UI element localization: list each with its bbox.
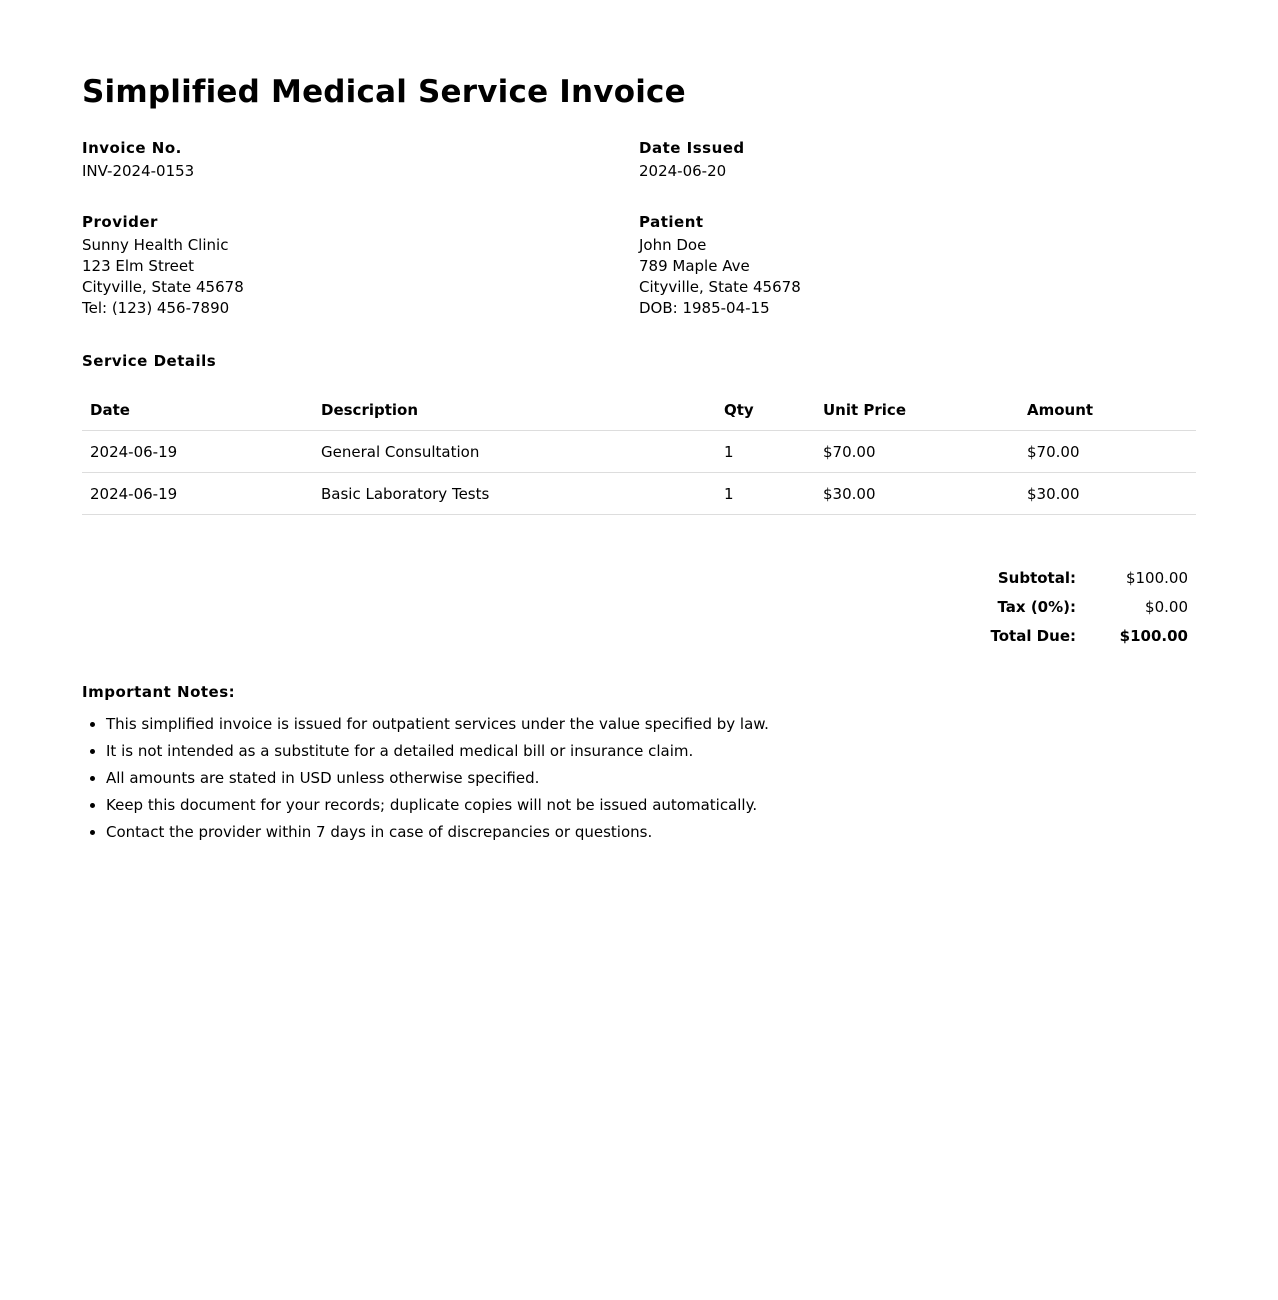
column-header-amount: Amount	[1019, 389, 1196, 431]
service-details-label: Service Details	[82, 352, 217, 370]
column-header-qty: Qty	[716, 389, 815, 431]
table-row	[82, 473, 1196, 515]
notes-list	[82, 714, 1196, 842]
total-due-value: $100.00	[1119, 626, 1188, 645]
invoice-number: INV-2024-0153	[82, 162, 195, 180]
patient-dob: DOB: 1985-04-15	[639, 299, 770, 317]
provider-name: Sunny Health Clinic	[82, 236, 229, 254]
patient-city: Cityville, State 45678	[639, 278, 801, 296]
cell-qty: 1	[716, 473, 815, 515]
table-header-row	[82, 389, 1196, 431]
provider-city: Cityville, State 45678	[82, 278, 244, 296]
date-issued-label: Date Issued	[639, 139, 745, 157]
service-table	[82, 389, 1196, 515]
cell-date: 2024-06-19	[82, 431, 313, 473]
cell-description: Basic Laboratory Tests	[313, 473, 716, 515]
provider-street: 123 Elm Street	[82, 257, 195, 275]
patient-name: John Doe	[639, 236, 707, 254]
patient-street: 789 Maple Ave	[639, 257, 750, 275]
total-due-row	[876, 621, 1196, 650]
cell-amount: $30.00	[1019, 473, 1196, 515]
notes-label: Important Notes:	[82, 683, 236, 701]
invoice-meta	[82, 138, 1196, 182]
list-item: • Keep this document for your records; duplicate copies will not be issued automatically.	[106, 795, 1196, 815]
table-row	[82, 431, 1196, 473]
tax-label: Tax (0%):	[997, 597, 1076, 616]
cell-amount: $70.00	[1019, 431, 1196, 473]
column-header-description: Description	[313, 389, 716, 431]
invoice-page	[82, 0, 1196, 842]
cell-description: General Consultation	[313, 431, 716, 473]
provider-block	[82, 212, 639, 319]
page-title: Simplified Medical Service Invoice	[82, 74, 686, 110]
provider-tel: Tel: (123) 456-7890	[82, 299, 230, 317]
date-issued: 2024-06-20	[639, 162, 727, 180]
cell-qty: 1	[716, 431, 815, 473]
provider-label: Provider	[82, 213, 158, 231]
tax-value: $0.00	[1145, 597, 1188, 616]
invoice-number-block	[82, 138, 639, 182]
list-item: • Contact the provider within 7 days in case of discrepancies or questions.	[106, 822, 1196, 842]
patient-label: Patient	[639, 213, 704, 231]
invoice-number-label: Invoice No.	[82, 139, 182, 157]
cell-unit-price: $70.00	[815, 431, 1019, 473]
list-item: • This simplified invoice is issued for outpatient services under the value specified by law.	[106, 714, 1196, 734]
list-item: • All amounts are stated in USD unless otherwise specified.	[106, 768, 1196, 788]
column-header-date: Date	[82, 389, 313, 431]
cell-unit-price: $30.00	[815, 473, 1019, 515]
cell-date: 2024-06-19	[82, 473, 313, 515]
total-due-label: Total Due:	[990, 626, 1076, 645]
parties	[82, 212, 1196, 319]
date-issued-block	[639, 138, 1196, 182]
list-item: • It is not intended as a substitute for a detailed medical bill or insurance claim.	[106, 741, 1196, 761]
subtotal-row	[876, 563, 1196, 592]
column-header-unit-price: Unit Price	[815, 389, 1019, 431]
subtotal-value: $100.00	[1125, 568, 1188, 587]
subtotal-label: Subtotal:	[997, 568, 1076, 587]
totals-block	[82, 563, 1196, 650]
tax-row	[876, 592, 1196, 621]
patient-block	[639, 212, 1196, 319]
